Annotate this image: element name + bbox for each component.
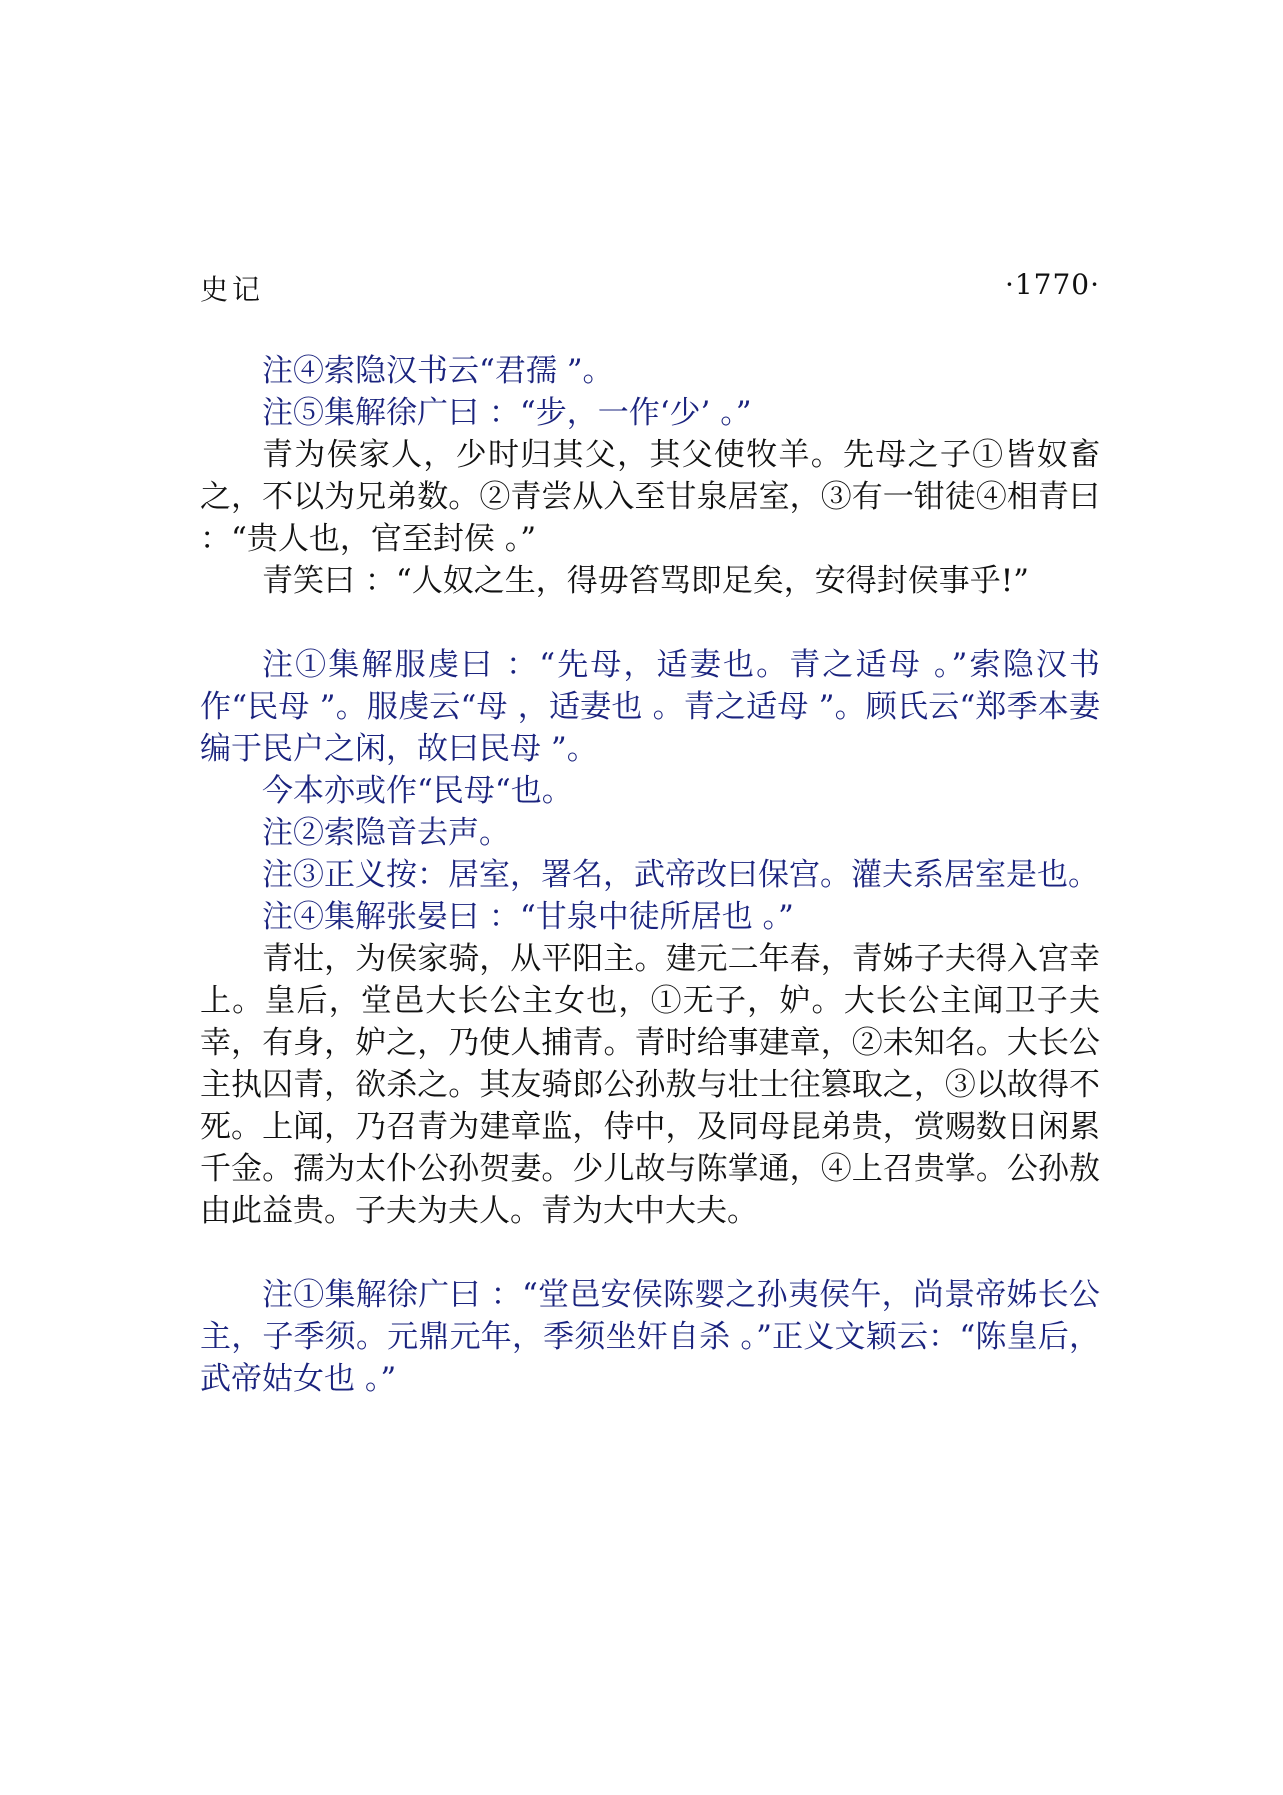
body-paragraph: 青笑曰 ：“人奴之生，得毋笞骂即足矣，安得封侯事乎!” (262, 563, 1030, 599)
page (200, 268, 1100, 1400)
annotation-paragraph: 注①集解服虔曰 ：“先母，适妻也。青之适母 。”索隐汉书作“民母 ”。服虔云“母 ，适妻也 。青之适母 ”。顾氏云“郑季本妻编于民户之闲，故曰民母 ”。 (200, 647, 1100, 767)
annotation-paragraph: 注④集解张晏曰 ：“甘泉中徒所居也 。” (262, 899, 794, 935)
page-content (200, 350, 1100, 1400)
annotation-paragraph: 注①集解徐广曰 ：“堂邑安侯陈婴之孙夷侯午，尚景帝姊长公主，子季须。元鼎元年，季须坐奸自杀 。”正义文颖云：“陈皇后，武帝姑女也 。” (200, 1277, 1100, 1397)
annotation-paragraph: 注⑤集解徐广曰 ：“步，一作‘少’ 。” (262, 395, 752, 431)
body-paragraph: 青壮，为侯家骑，从平阳主。建元二年春，青姊子夫得入宫幸上。皇后，堂邑大长公主女也，①无子，妒。大长公主闻卫子夫幸，有身，妒之，乃使人捕青。青时给事建章，②未知名。大长公主执囚青，欲杀之。其友骑郎公孙敖与壮士往篡取之，③以故得不死。上闻，乃召青为建章监，侍中，及同母昆弟贵，赏赐数日闲累千金。孺为太仆公孙贺妻。少儿故与陈掌通，④上召贵掌。公孙敖由此益贵。子夫为夫人。青为大中大夫。 (200, 941, 1100, 1229)
page-header (200, 268, 1100, 308)
annotation-paragraph: 今本亦或作“民母“也。 (262, 773, 573, 809)
annotation-paragraph: 注②索隐音去声。 (262, 815, 510, 851)
annotation-paragraph: 注④索隐汉书云“君孺 ”。 (262, 353, 614, 389)
paragraph-gap (200, 1232, 1100, 1274)
annotation-paragraph: 注③正义按：居室，署名，武帝改曰保宫。灌夫系居室是也。 (262, 857, 1099, 893)
body-paragraph: 青为侯家人，少时归其父，其父使牧羊。先母之子①皆奴畜之，不以为兄弟数。②青尝从入至甘泉居室，③有一钳徒④相青曰 ：“贵人也，官至封侯 。” (200, 437, 1100, 557)
paragraph-gap (200, 602, 1100, 644)
book-title: 史记 (200, 273, 265, 306)
page-number: ·1770· (1004, 268, 1100, 301)
